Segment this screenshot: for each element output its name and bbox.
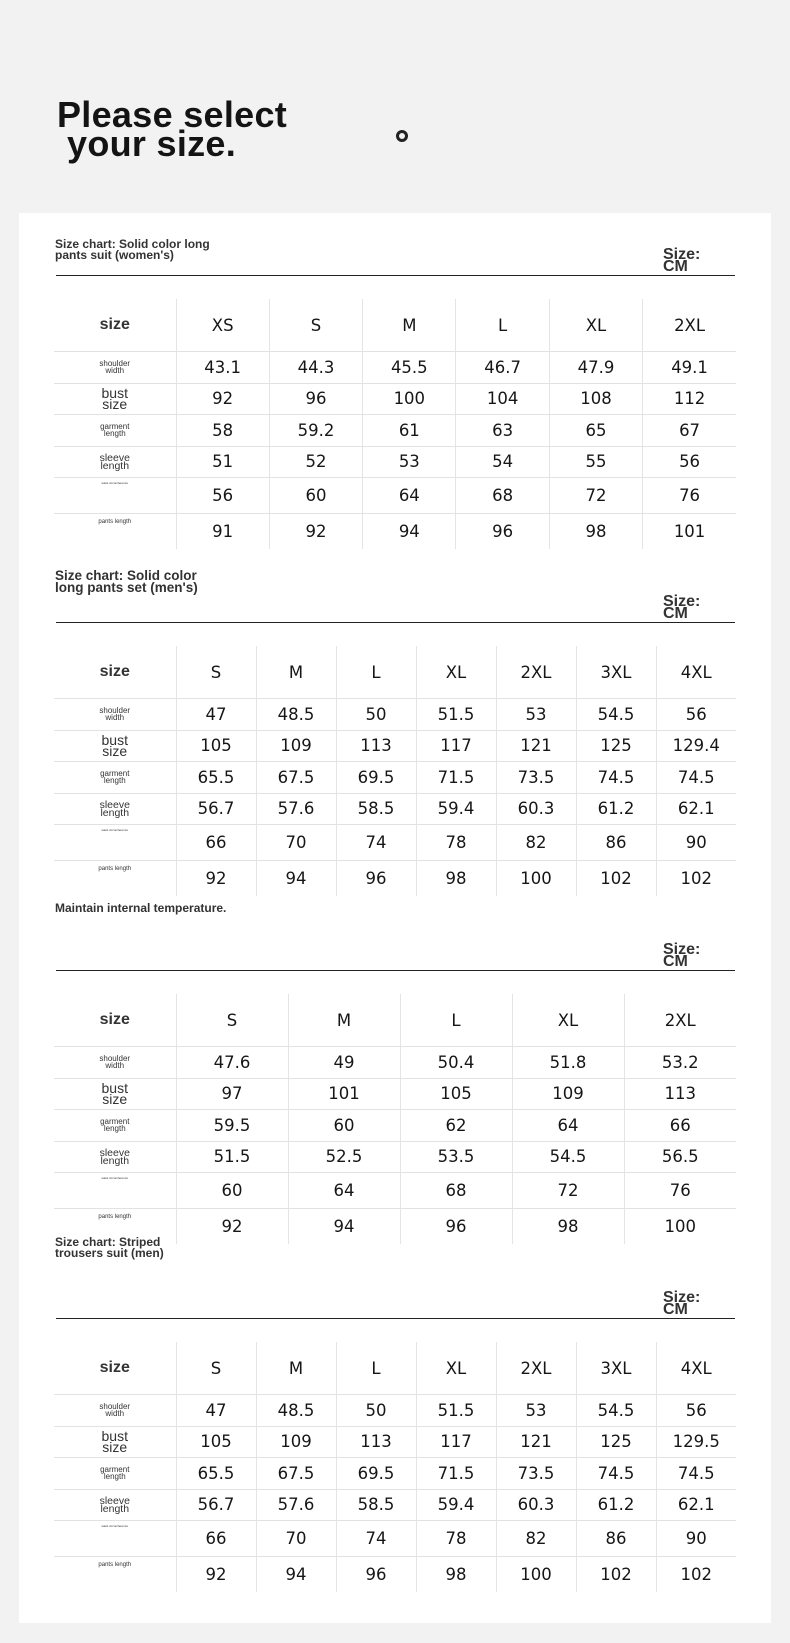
measurement-value: 108: [549, 383, 642, 415]
measurement-value: 58.5: [336, 1489, 416, 1521]
measurement-value: 68: [400, 1173, 512, 1209]
measurement-label: garment length: [54, 1110, 176, 1142]
measurement-label: waist circumference: [54, 478, 176, 514]
measurement-value: 105: [176, 1426, 256, 1458]
measurement-value: 74.5: [576, 1458, 656, 1490]
size-table: [54, 299, 736, 549]
measurement-value: 96: [456, 513, 549, 549]
size-column-header: XL: [512, 994, 624, 1047]
measurement-value: 51.5: [176, 1141, 288, 1173]
measurement-value: 129.5: [656, 1426, 736, 1458]
size-column-header: 4XL: [656, 646, 736, 699]
measurement-value: 62.1: [656, 1489, 736, 1521]
measurement-label: bust size: [54, 730, 176, 762]
measurement-value: 74.5: [656, 1458, 736, 1490]
measurement-value: 74.5: [656, 762, 736, 794]
measurement-value: 100: [496, 1556, 576, 1592]
measurement-value: 61.2: [576, 793, 656, 825]
measurement-value: 46.7: [456, 352, 549, 384]
measurement-label: shoulder width: [54, 699, 176, 731]
title-divider: [56, 622, 735, 623]
size-column-header: XL: [416, 646, 496, 699]
measurement-value: 72: [512, 1173, 624, 1209]
measurement-value: 54.5: [576, 699, 656, 731]
measurement-value: 71.5: [416, 762, 496, 794]
table-row: [54, 1426, 736, 1458]
table-row: [54, 1173, 736, 1209]
table-row: [54, 825, 736, 861]
measurement-value: 51.8: [512, 1047, 624, 1079]
measurement-value: 67: [643, 415, 736, 447]
measurement-value: 98: [512, 1208, 624, 1244]
page-header: [0, 0, 790, 213]
size-column-header: 3XL: [576, 646, 656, 699]
size-corner-label: size: [54, 299, 176, 352]
table-row: [54, 1489, 736, 1521]
measurement-value: 50.4: [400, 1047, 512, 1079]
measurement-label: bust size: [54, 1078, 176, 1110]
measurement-value: 56.7: [176, 793, 256, 825]
ring-icon: [396, 130, 408, 142]
measurement-value: 117: [416, 730, 496, 762]
measurement-value: 74: [336, 825, 416, 861]
measurement-value: 65.5: [176, 1458, 256, 1490]
size-chart-striped-mens: [19, 1235, 771, 1584]
measurement-label: bust size: [54, 1426, 176, 1458]
measurement-value: 47.6: [176, 1047, 288, 1079]
table-row: [54, 1047, 736, 1079]
measurement-value: 61: [363, 415, 456, 447]
measurement-value: 129.4: [656, 730, 736, 762]
measurement-value: 47.9: [549, 352, 642, 384]
measurement-value: 61.2: [576, 1489, 656, 1521]
measurement-value: 92: [176, 860, 256, 896]
measurement-value: 49: [288, 1047, 400, 1079]
measurement-label: waist circumference: [54, 1173, 176, 1209]
measurement-value: 54.5: [576, 1395, 656, 1427]
measurement-label: shoulder width: [54, 1395, 176, 1427]
measurement-value: 59.4: [416, 793, 496, 825]
measurement-value: 60: [288, 1110, 400, 1142]
measurement-value: 45.5: [363, 352, 456, 384]
measurement-value: 53.5: [400, 1141, 512, 1173]
measurement-value: 82: [496, 825, 576, 861]
chart-title: Size chart: Striped trousers suit (men): [55, 1235, 164, 1260]
measurement-value: 96: [400, 1208, 512, 1244]
size-unit-label: Size: CM: [663, 941, 701, 970]
size-chart-mens-solid: [19, 560, 771, 888]
measurement-value: 74: [336, 1521, 416, 1557]
table-row: [54, 352, 736, 384]
table-row: [54, 730, 736, 762]
size-corner-label: size: [54, 994, 176, 1047]
measurement-value: 56: [176, 478, 269, 514]
measurement-value: 51.5: [416, 1395, 496, 1427]
measurement-value: 66: [176, 1521, 256, 1557]
measurement-value: 62.1: [656, 793, 736, 825]
table-row: [54, 513, 736, 549]
measurement-value: 92: [176, 1208, 288, 1244]
measurement-value: 48.5: [256, 699, 336, 731]
measurement-value: 76: [624, 1173, 736, 1209]
measurement-value: 94: [363, 513, 456, 549]
size-header-row: [54, 646, 736, 699]
measurement-value: 52: [269, 446, 362, 478]
measurement-value: 64: [288, 1173, 400, 1209]
table-row: [54, 1521, 736, 1557]
measurement-value: 73.5: [496, 1458, 576, 1490]
measurement-value: 100: [363, 383, 456, 415]
measurement-label: pants length: [98, 865, 132, 872]
table-row: [54, 1556, 736, 1592]
measurement-value: 57.6: [256, 1489, 336, 1521]
measurement-value: 47: [176, 1395, 256, 1427]
measurement-value: 101: [288, 1078, 400, 1110]
measurement-value: 59.4: [416, 1489, 496, 1521]
measurement-value: 59.5: [176, 1110, 288, 1142]
size-column-header: L: [336, 646, 416, 699]
measurement-value: 74.5: [576, 762, 656, 794]
page-title: [57, 94, 288, 164]
measurement-value: 94: [256, 1556, 336, 1592]
table-row: [54, 793, 736, 825]
measurement-value: 64: [363, 478, 456, 514]
measurement-value: 78: [416, 1521, 496, 1557]
size-column-header: 2XL: [496, 646, 576, 699]
size-column-header: M: [256, 646, 336, 699]
measurement-value: 73.5: [496, 762, 576, 794]
table-row: [54, 860, 736, 896]
size-table: [54, 646, 736, 896]
measurement-value: 72: [549, 478, 642, 514]
measurement-value: 58.5: [336, 793, 416, 825]
measurement-value: 55: [549, 446, 642, 478]
measurement-label: sleeve length: [54, 1489, 176, 1521]
size-column-header: L: [400, 994, 512, 1047]
size-column-header: 2XL: [643, 299, 736, 352]
measurement-value: 69.5: [336, 1458, 416, 1490]
measurement-value: 58: [176, 415, 269, 447]
measurement-value: 76: [643, 478, 736, 514]
measurement-label: sleeve length: [54, 1141, 176, 1173]
size-header-row: [54, 299, 736, 352]
title-divider: [56, 275, 735, 276]
size-unit-label: Size: CM: [663, 593, 701, 622]
measurement-value: 70: [256, 1521, 336, 1557]
size-column-header: M: [363, 299, 456, 352]
measurement-label: shoulder width: [54, 352, 176, 384]
measurement-value: 53: [363, 446, 456, 478]
table-row: [54, 478, 736, 514]
size-column-header: S: [176, 994, 288, 1047]
size-column-header: 4XL: [656, 1342, 736, 1395]
measurement-value: 48.5: [256, 1395, 336, 1427]
title-divider: [56, 1318, 735, 1319]
measurement-value: 51.5: [416, 699, 496, 731]
measurement-label: garment length: [54, 1458, 176, 1490]
measurement-value: 121: [496, 730, 576, 762]
chart-title: Size chart: Solid color long pants set (men's): [55, 568, 198, 595]
size-corner-label: size: [54, 1342, 176, 1395]
measurement-value: 101: [643, 513, 736, 549]
size-table: [54, 994, 736, 1244]
measurement-value: 56: [656, 699, 736, 731]
measurement-label: waist circumference: [54, 825, 176, 861]
measurement-value: 52.5: [288, 1141, 400, 1173]
measurement-value: 65.5: [176, 762, 256, 794]
measurement-label: sleeve length: [54, 793, 176, 825]
measurement-value: 62: [400, 1110, 512, 1142]
title-line-2: your size.: [67, 123, 237, 164]
measurement-value: 54: [456, 446, 549, 478]
measurement-value: 67.5: [256, 762, 336, 794]
measurement-value: 70: [256, 825, 336, 861]
size-chart-temperature: [19, 901, 771, 1236]
measurement-label: garment length: [54, 762, 176, 794]
table-row: [54, 1110, 736, 1142]
measurement-label: bust size: [54, 383, 176, 415]
measurement-label: garment length: [54, 415, 176, 447]
measurement-label: sleeve length: [54, 446, 176, 478]
measurement-value: 113: [336, 1426, 416, 1458]
measurement-label: waist circumference: [54, 1521, 176, 1557]
measurement-value: 125: [576, 730, 656, 762]
size-column-header: XL: [416, 1342, 496, 1395]
measurement-value: 50: [336, 1395, 416, 1427]
measurement-value: 53.2: [624, 1047, 736, 1079]
measurement-value: 56.5: [624, 1141, 736, 1173]
measurement-value: 100: [624, 1208, 736, 1244]
size-column-header: 3XL: [576, 1342, 656, 1395]
measurement-value: 86: [576, 1521, 656, 1557]
size-header-row: [54, 1342, 736, 1395]
measurement-label: shoulder width: [54, 1047, 176, 1079]
measurement-value: 60.3: [496, 1489, 576, 1521]
measurement-value: 113: [336, 730, 416, 762]
measurement-value: 117: [416, 1426, 496, 1458]
measurement-value: 100: [496, 860, 576, 896]
measurement-value: 102: [656, 1556, 736, 1592]
measurement-value: 67.5: [256, 1458, 336, 1490]
table-row: [54, 699, 736, 731]
size-column-header: S: [176, 646, 256, 699]
measurement-value: 59.2: [269, 415, 362, 447]
measurement-value: 113: [624, 1078, 736, 1110]
measurement-label: pants length: [98, 518, 132, 525]
measurement-value: 53: [496, 1395, 576, 1427]
measurement-value: 64: [512, 1110, 624, 1142]
measurement-value: 66: [176, 825, 256, 861]
table-row: [54, 762, 736, 794]
measurement-value: 54.5: [512, 1141, 624, 1173]
measurement-value: 90: [656, 1521, 736, 1557]
measurement-value: 98: [416, 860, 496, 896]
measurement-value: 43.1: [176, 352, 269, 384]
size-corner-label: size: [54, 646, 176, 699]
measurement-value: 102: [656, 860, 736, 896]
measurement-value: 109: [512, 1078, 624, 1110]
table-row: [54, 415, 736, 447]
measurement-value: 66: [624, 1110, 736, 1142]
measurement-value: 92: [176, 383, 269, 415]
measurement-value: 56.7: [176, 1489, 256, 1521]
measurement-value: 68: [456, 478, 549, 514]
size-column-header: M: [288, 994, 400, 1047]
measurement-value: 56: [656, 1395, 736, 1427]
size-column-header: 2XL: [624, 994, 736, 1047]
measurement-value: 94: [256, 860, 336, 896]
table-row: [54, 1395, 736, 1427]
size-column-header: XL: [549, 299, 642, 352]
measurement-value: 90: [656, 825, 736, 861]
size-header-row: [54, 994, 736, 1047]
measurement-value: 57.6: [256, 793, 336, 825]
measurement-value: 125: [576, 1426, 656, 1458]
measurement-value: 44.3: [269, 352, 362, 384]
measurement-value: 96: [336, 1556, 416, 1592]
measurement-value: 92: [176, 1556, 256, 1592]
size-column-header: 2XL: [496, 1342, 576, 1395]
measurement-label: pants length: [98, 1213, 132, 1220]
size-chart-card: [19, 213, 771, 1623]
measurement-value: 53: [496, 699, 576, 731]
measurement-value: 51: [176, 446, 269, 478]
measurement-value: 105: [176, 730, 256, 762]
measurement-value: 63: [456, 415, 549, 447]
measurement-value: 102: [576, 1556, 656, 1592]
measurement-label: pants length: [98, 1561, 132, 1568]
size-table: [54, 1342, 736, 1592]
measurement-value: 49.1: [643, 352, 736, 384]
measurement-value: 71.5: [416, 1458, 496, 1490]
table-row: [54, 446, 736, 478]
table-row: [54, 1141, 736, 1173]
title-divider: [56, 970, 735, 971]
measurement-value: 96: [336, 860, 416, 896]
measurement-value: 69.5: [336, 762, 416, 794]
measurement-value: 92: [269, 513, 362, 549]
size-column-header: M: [256, 1342, 336, 1395]
chart-title: Size chart: Solid color long pants suit (women's): [55, 237, 210, 262]
size-column-header: L: [336, 1342, 416, 1395]
chart-title: Maintain internal temperature.: [55, 901, 227, 915]
size-column-header: S: [269, 299, 362, 352]
size-column-header: XS: [176, 299, 269, 352]
measurement-value: 60: [269, 478, 362, 514]
measurement-value: 109: [256, 730, 336, 762]
size-column-header: L: [456, 299, 549, 352]
measurement-value: 105: [400, 1078, 512, 1110]
measurement-value: 94: [288, 1208, 400, 1244]
measurement-value: 86: [576, 825, 656, 861]
measurement-value: 98: [549, 513, 642, 549]
measurement-value: 50: [336, 699, 416, 731]
measurement-value: 47: [176, 699, 256, 731]
measurement-value: 78: [416, 825, 496, 861]
measurement-value: 56: [643, 446, 736, 478]
size-chart-womens-solid: [19, 213, 771, 541]
measurement-value: 82: [496, 1521, 576, 1557]
measurement-value: 98: [416, 1556, 496, 1592]
table-row: [54, 1458, 736, 1490]
measurement-value: 65: [549, 415, 642, 447]
table-row: [54, 1078, 736, 1110]
measurement-value: 109: [256, 1426, 336, 1458]
measurement-value: 96: [269, 383, 362, 415]
size-unit-label: Size: CM: [663, 1289, 701, 1318]
size-unit-label: Size: CM: [663, 246, 701, 275]
measurement-value: 97: [176, 1078, 288, 1110]
table-row: [54, 383, 736, 415]
measurement-value: 91: [176, 513, 269, 549]
measurement-value: 60.3: [496, 793, 576, 825]
title-line-1: Please select: [57, 94, 288, 135]
measurement-value: 102: [576, 860, 656, 896]
measurement-value: 60: [176, 1173, 288, 1209]
size-column-header: S: [176, 1342, 256, 1395]
measurement-value: 112: [643, 383, 736, 415]
measurement-value: 121: [496, 1426, 576, 1458]
measurement-value: 104: [456, 383, 549, 415]
